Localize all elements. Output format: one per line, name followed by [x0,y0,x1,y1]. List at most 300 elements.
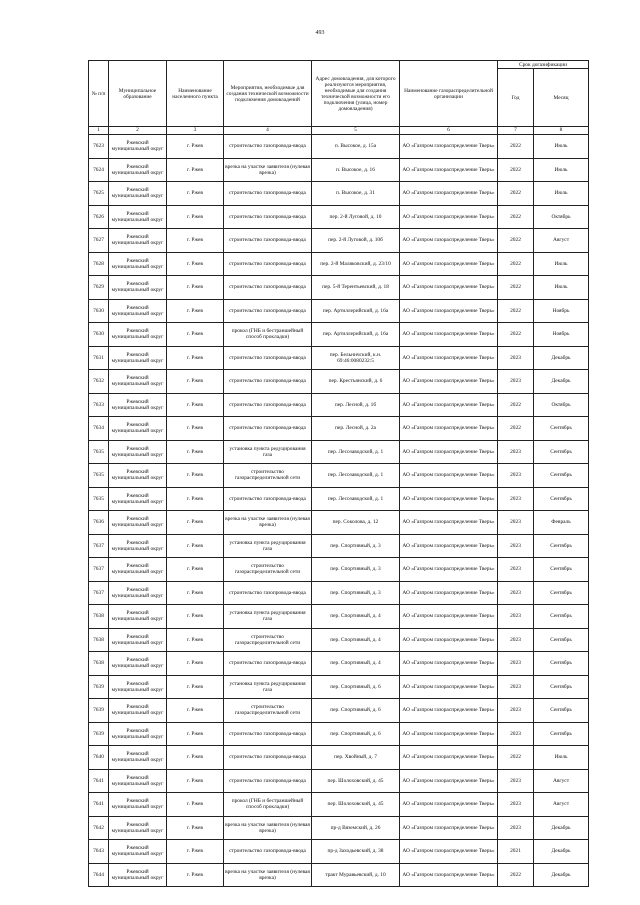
table-row [89,558,589,582]
row-measure: строительство газопровода-ввода [224,182,312,206]
row-settlement: г. Ржев [167,370,224,394]
table-row [89,699,589,723]
table-header [89,61,589,135]
row-month: Октябрь [534,205,589,229]
row-address: пер. Лесозаводской, д. 1 [312,464,400,488]
row-month: Июль [534,135,589,159]
row-number: 7627 [89,229,109,253]
table-row [89,323,589,347]
row-number: 7637 [89,558,109,582]
row-address: пер. Бельничский, к.н. 69:46:0080232:5 [312,346,400,370]
row-settlement: г. Ржев [167,158,224,182]
row-number: 7635 [89,440,109,464]
header-address: Адрес домовладения, для которого реализуются мероприятия, необходимые для создания технической возможности его подключения (улица, номер домовладения) [312,61,400,127]
header-municipality: Муниципальное образование [109,61,167,127]
row-municipality: Ржевский муниципальный округ [109,840,167,864]
column-number: 6 [400,127,498,135]
row-year: 2022 [498,417,534,441]
page-number: 493 [315,30,325,36]
row-settlement: г. Ржев [167,534,224,558]
row-settlement: г. Ржев [167,323,224,347]
row-organization: АО «Газпром газораспределение Тверь» [400,229,498,253]
row-month: Сентябрь [534,417,589,441]
row-number: 7643 [89,840,109,864]
row-address: п. Высокое, д. 16 [312,158,400,182]
row-municipality: Ржевский муниципальный округ [109,323,167,347]
table-row [89,205,589,229]
table-row [89,276,589,300]
row-municipality: Ржевский муниципальный округ [109,722,167,746]
row-year: 2023 [498,628,534,652]
row-measure: строительство газопровода-ввода [224,370,312,394]
row-measure: прокол (ГНБ и бестраншейный способ прокладки) [224,793,312,817]
row-organization: АО «Газпром газораспределение Тверь» [400,769,498,793]
row-year: 2023 [498,558,534,582]
row-year: 2022 [498,299,534,323]
row-number: 7638 [89,605,109,629]
row-address: пер. Крестьянский, д. 6 [312,370,400,394]
row-settlement: г. Ржев [167,487,224,511]
row-measure: врезка на участке заявителя (нулевая врезка) [224,863,312,887]
row-measure: врезка на участке заявителя (нулевая врезка) [224,511,312,535]
row-address: пер. 2-й Луговой, д. 10 [312,205,400,229]
row-year: 2023 [498,769,534,793]
header-number: № п/п [89,61,109,127]
row-number: 7632 [89,370,109,394]
row-year: 2023 [498,605,534,629]
row-organization: АО «Газпром газораспределение Тверь» [400,393,498,417]
row-measure: строительство газопровода-ввода [224,393,312,417]
row-address: пер. Хвойный, д. 7 [312,746,400,770]
row-address: пер. Спортивный, д. 3 [312,534,400,558]
row-address: пер. Шолоховский, д. 45 [312,793,400,817]
row-measure: строительство газопровода-ввода [224,229,312,253]
row-year: 2022 [498,182,534,206]
row-address: пер. Спортивный, д. 3 [312,581,400,605]
row-address: тракт Муравьевский, д. 10 [312,863,400,887]
row-year: 2023 [498,534,534,558]
row-organization: АО «Газпром газораспределение Тверь» [400,487,498,511]
row-measure: строительство газопровода-ввода [224,722,312,746]
row-year: 2022 [498,158,534,182]
row-year: 2022 [498,135,534,159]
row-municipality: Ржевский муниципальный округ [109,370,167,394]
table-row [89,675,589,699]
row-number: 7625 [89,182,109,206]
row-measure: строительство газопровода-ввода [224,276,312,300]
row-municipality: Ржевский муниципальный округ [109,628,167,652]
row-address: пер. Спортивный, д. 4 [312,605,400,629]
row-measure: строительство газопровода-ввода [224,769,312,793]
row-measure: установка пункта редуцирования газа [224,605,312,629]
table-row [89,464,589,488]
row-number: 7633 [89,393,109,417]
row-year: 2022 [498,863,534,887]
row-year: 2023 [498,346,534,370]
row-month: Сентябрь [534,699,589,723]
row-month: Декабрь [534,840,589,864]
row-month: Сентябрь [534,464,589,488]
table-row [89,863,589,887]
row-organization: АО «Газпром газораспределение Тверь» [400,182,498,206]
row-municipality: Ржевский муниципальный округ [109,581,167,605]
row-settlement: г. Ржев [167,252,224,276]
row-settlement: г. Ржев [167,135,224,159]
column-number: 1 [89,127,109,135]
row-measure: строительство газопровода-ввода [224,746,312,770]
row-address: пер. 2-й Луговой, д. 10б [312,229,400,253]
row-settlement: г. Ржев [167,440,224,464]
row-municipality: Ржевский муниципальный округ [109,534,167,558]
row-month: Сентябрь [534,652,589,676]
row-municipality: Ржевский муниципальный округ [109,863,167,887]
row-organization: АО «Газпром газораспределение Тверь» [400,534,498,558]
row-month: Июль [534,276,589,300]
row-measure: строительство газораспределительной сети [224,628,312,652]
row-month: Август [534,229,589,253]
row-settlement: г. Ржев [167,863,224,887]
table-row [89,417,589,441]
row-settlement: г. Ржев [167,417,224,441]
row-settlement: г. Ржев [167,840,224,864]
table-row [89,793,589,817]
row-address: пер. Артиллерийский, д. 16а [312,299,400,323]
row-year: 2023 [498,652,534,676]
row-year: 2023 [498,675,534,699]
row-organization: АО «Газпром газораспределение Тверь» [400,440,498,464]
row-settlement: г. Ржев [167,699,224,723]
header-deadline-group: Срок догазификации [498,61,589,69]
row-address: пер. Спортивный, д. 6 [312,675,400,699]
row-address: пер. Артиллерийский, д. 16а [312,323,400,347]
row-number: 7634 [89,417,109,441]
column-number-row [89,127,589,135]
row-month: Сентябрь [534,440,589,464]
row-year: 2022 [498,205,534,229]
row-settlement: г. Ржев [167,393,224,417]
row-number: 7640 [89,746,109,770]
row-settlement: г. Ржев [167,299,224,323]
table-row [89,370,589,394]
row-month: Октябрь [534,393,589,417]
row-number: 7629 [89,276,109,300]
table-row [89,769,589,793]
row-organization: АО «Газпром газораспределение Тверь» [400,722,498,746]
row-settlement: г. Ржев [167,816,224,840]
table-row [89,840,589,864]
row-address: пер. Спортивный, д. 6 [312,722,400,746]
row-month: Июль [534,182,589,206]
table-row [89,440,589,464]
row-organization: АО «Газпром газораспределение Тверь» [400,675,498,699]
table-body [89,135,589,887]
row-month: Декабрь [534,816,589,840]
row-settlement: г. Ржев [167,205,224,229]
row-month: Сентябрь [534,581,589,605]
row-settlement: г. Ржев [167,182,224,206]
row-organization: АО «Газпром газораспределение Тверь» [400,816,498,840]
row-organization: АО «Газпром газораспределение Тверь» [400,299,498,323]
row-year: 2021 [498,840,534,864]
row-month: Февраль [534,511,589,535]
row-settlement: г. Ржев [167,605,224,629]
row-address: пр-д Вяземский, д. 26 [312,816,400,840]
row-measure: установка пункта редуцирования газа [224,675,312,699]
header-organization: Наименование газораспределительной организации [400,61,498,127]
row-number: 7637 [89,581,109,605]
row-settlement: г. Ржев [167,722,224,746]
table-row [89,816,589,840]
row-address: пер. Спортивный, д. 3 [312,558,400,582]
row-measure: строительство газопровода-ввода [224,487,312,511]
row-organization: АО «Газпром газораспределение Тверь» [400,863,498,887]
row-year: 2023 [498,464,534,488]
row-municipality: Ржевский муниципальный округ [109,393,167,417]
row-municipality: Ржевский муниципальный округ [109,182,167,206]
row-municipality: Ржевский муниципальный округ [109,793,167,817]
column-number: 7 [498,127,534,135]
row-organization: АО «Газпром газораспределение Тверь» [400,205,498,229]
row-municipality: Ржевский муниципальный округ [109,135,167,159]
row-organization: АО «Газпром газораспределение Тверь» [400,135,498,159]
row-settlement: г. Ржев [167,793,224,817]
row-organization: АО «Газпром газораспределение Тверь» [400,158,498,182]
row-address: п. Высокое, д. 31 [312,182,400,206]
row-measure: строительство газораспределительной сети [224,558,312,582]
row-settlement: г. Ржев [167,746,224,770]
row-settlement: г. Ржев [167,229,224,253]
row-settlement: г. Ржев [167,558,224,582]
row-number: 7638 [89,628,109,652]
row-number: 7635 [89,487,109,511]
row-measure: строительство газопровода-ввода [224,417,312,441]
table-row [89,299,589,323]
row-month: Сентябрь [534,675,589,699]
row-number: 7636 [89,511,109,535]
row-number: 7631 [89,346,109,370]
row-year: 2023 [498,793,534,817]
table-row [89,628,589,652]
row-municipality: Ржевский муниципальный округ [109,699,167,723]
row-organization: АО «Газпром газораспределение Тверь» [400,417,498,441]
table-row [89,346,589,370]
row-municipality: Ржевский муниципальный округ [109,652,167,676]
row-address: пер. Лесной, д. 2а [312,417,400,441]
row-organization: АО «Газпром газораспределение Тверь» [400,558,498,582]
row-municipality: Ржевский муниципальный округ [109,346,167,370]
column-number: 4 [224,127,312,135]
row-address: пр-д Заходьевский, д. 38 [312,840,400,864]
row-municipality: Ржевский муниципальный округ [109,605,167,629]
row-month: Июль [534,746,589,770]
row-month: Июль [534,252,589,276]
row-month: Ноябрь [534,323,589,347]
row-settlement: г. Ржев [167,769,224,793]
row-month: Июль [534,158,589,182]
row-month: Август [534,793,589,817]
row-organization: АО «Газпром газораспределение Тверь» [400,840,498,864]
row-settlement: г. Ржев [167,628,224,652]
row-number: 7639 [89,722,109,746]
row-organization: АО «Газпром газораспределение Тверь» [400,746,498,770]
row-month: Декабрь [534,863,589,887]
row-year: 2022 [498,393,534,417]
column-number: 5 [312,127,400,135]
row-number: 7642 [89,816,109,840]
row-address: пер. Спортивный, д. 4 [312,628,400,652]
row-organization: АО «Газпром газораспределение Тверь» [400,252,498,276]
row-month: Сентябрь [534,487,589,511]
row-municipality: Ржевский муниципальный округ [109,252,167,276]
table-row [89,581,589,605]
row-year: 2022 [498,229,534,253]
row-municipality: Ржевский муниципальный округ [109,299,167,323]
row-measure: врезка на участке заявителя (нулевая врезка) [224,816,312,840]
row-measure: строительство газораспределительной сети [224,464,312,488]
column-number: 8 [534,127,589,135]
row-month: Декабрь [534,370,589,394]
row-month: Сентябрь [534,534,589,558]
row-organization: АО «Газпром газораспределение Тверь» [400,511,498,535]
row-year: 2022 [498,746,534,770]
row-measure: врезка на участке заявителя (нулевая врезка) [224,158,312,182]
row-year: 2023 [498,699,534,723]
row-year: 2023 [498,581,534,605]
row-month: Сентябрь [534,628,589,652]
row-address: пер. Спортивный, д. 6 [312,699,400,723]
table-row [89,746,589,770]
row-month: Ноябрь [534,299,589,323]
table-row [89,135,589,159]
table-row [89,605,589,629]
table-row [89,393,589,417]
row-municipality: Ржевский муниципальный округ [109,511,167,535]
row-organization: АО «Газпром газораспределение Тверь» [400,464,498,488]
row-organization: АО «Газпром газораспределение Тверь» [400,581,498,605]
row-measure: строительство газопровода-ввода [224,652,312,676]
row-number: 7623 [89,135,109,159]
row-municipality: Ржевский муниципальный округ [109,675,167,699]
table-row [89,722,589,746]
row-municipality: Ржевский муниципальный округ [109,816,167,840]
row-measure: строительство газопровода-ввода [224,252,312,276]
row-organization: АО «Газпром газораспределение Тверь» [400,276,498,300]
row-municipality: Ржевский муниципальный округ [109,487,167,511]
row-number: 7641 [89,769,109,793]
row-address: пер. Лесозаводской, д. 1 [312,487,400,511]
row-measure: строительство газопровода-ввода [224,840,312,864]
row-year: 2022 [498,252,534,276]
column-number: 2 [109,127,167,135]
row-organization: АО «Газпром газораспределение Тверь» [400,652,498,676]
table-row [89,652,589,676]
table-row [89,158,589,182]
row-organization: АО «Газпром газораспределение Тверь» [400,628,498,652]
row-organization: АО «Газпром газораспределение Тверь» [400,605,498,629]
row-organization: АО «Газпром газораспределение Тверь» [400,323,498,347]
row-organization: АО «Газпром газораспределение Тверь» [400,699,498,723]
table-row [89,511,589,535]
row-measure: строительство газопровода-ввода [224,205,312,229]
row-month: Декабрь [534,346,589,370]
row-year: 2023 [498,370,534,394]
row-number: 7630 [89,299,109,323]
row-year: 2022 [498,276,534,300]
row-organization: АО «Газпром газораспределение Тверь» [400,793,498,817]
table-row [89,182,589,206]
row-year: 2023 [498,511,534,535]
row-settlement: г. Ржев [167,464,224,488]
row-address: п. Высокое, д. 15а [312,135,400,159]
row-month: Сентябрь [534,558,589,582]
table-row [89,252,589,276]
row-number: 7639 [89,699,109,723]
gasification-table [88,60,589,887]
header-month: Месяц [534,69,589,127]
row-number: 7638 [89,652,109,676]
row-number: 7639 [89,675,109,699]
row-municipality: Ржевский муниципальный округ [109,158,167,182]
row-municipality: Ржевский муниципальный округ [109,205,167,229]
row-settlement: г. Ржев [167,652,224,676]
row-number: 7635 [89,464,109,488]
row-address: пер. Шолоховский, д. 45 [312,769,400,793]
column-number: 3 [167,127,224,135]
row-measure: установка пункта редуцирования газа [224,440,312,464]
row-municipality: Ржевский муниципальный округ [109,276,167,300]
row-municipality: Ржевский муниципальный округ [109,558,167,582]
row-address: пер. Спортивный, д. 4 [312,652,400,676]
row-number: 7644 [89,863,109,887]
row-measure: строительство газопровода-ввода [224,346,312,370]
row-year: 2023 [498,487,534,511]
table-row [89,487,589,511]
row-year: 2022 [498,323,534,347]
row-settlement: г. Ржев [167,276,224,300]
row-measure: строительство газопровода-ввода [224,299,312,323]
row-number: 7628 [89,252,109,276]
row-month: Сентябрь [534,605,589,629]
row-municipality: Ржевский муниципальный округ [109,464,167,488]
row-year: 2023 [498,440,534,464]
row-number: 7626 [89,205,109,229]
table-row [89,534,589,558]
row-measure: строительство газопровода-ввода [224,581,312,605]
row-municipality: Ржевский муниципальный округ [109,229,167,253]
row-municipality: Ржевский муниципальный округ [109,769,167,793]
row-settlement: г. Ржев [167,511,224,535]
row-month: Сентябрь [534,722,589,746]
row-number: 7624 [89,158,109,182]
table-row [89,229,589,253]
row-settlement: г. Ржев [167,346,224,370]
row-municipality: Ржевский муниципальный округ [109,746,167,770]
row-year: 2023 [498,816,534,840]
row-settlement: г. Ржев [167,581,224,605]
row-organization: АО «Газпром газораспределение Тверь» [400,346,498,370]
row-measure: строительство газораспределительной сети [224,699,312,723]
row-year: 2023 [498,722,534,746]
row-measure: установка пункта редуцирования газа [224,534,312,558]
row-measure: прокол (ГНБ и бестраншейный способ прокладки) [224,323,312,347]
row-address: пер. Лесозаводской, д. 1 [312,440,400,464]
header-measures: Мероприятия, необходимые для создания технической возможности подключения домовладений [224,61,312,127]
row-number: 7630 [89,323,109,347]
row-number: 7637 [89,534,109,558]
row-address: пер. Соколова, д. 12 [312,511,400,535]
row-organization: АО «Газпром газораспределение Тверь» [400,370,498,394]
row-settlement: г. Ржев [167,675,224,699]
